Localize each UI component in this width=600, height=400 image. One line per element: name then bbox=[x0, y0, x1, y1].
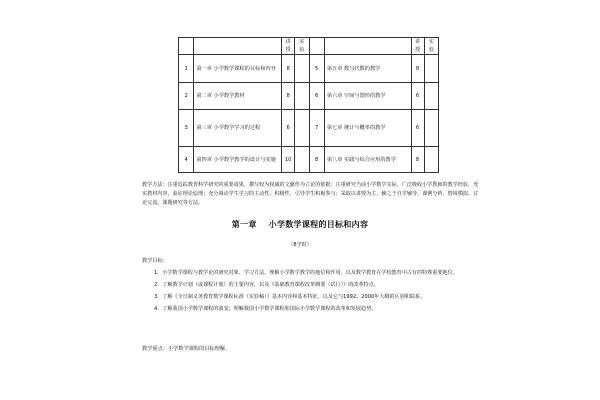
chapter-title-cell: 第三章 小学数学学习的过程 bbox=[194, 110, 282, 147]
chapter-no: 3 bbox=[179, 110, 194, 147]
practice-hours bbox=[424, 147, 438, 173]
header-practice: 实验 bbox=[424, 38, 438, 55]
lecture-hours: 10 bbox=[282, 147, 295, 173]
header-lecture: 讲授 bbox=[411, 38, 424, 55]
chapter-no: 8 bbox=[309, 147, 324, 173]
header-blank bbox=[309, 38, 324, 55]
teaching-goals-list bbox=[142, 269, 482, 317]
goal-item: 3．了解《全日制义务教育数学课程标准（实验稿）》基本内容和基本特征，以及它与1992、2000年大纲的区别和联系。 bbox=[154, 294, 426, 300]
goal-item: 1．小学数学课程与教学论的研究对象、学习方法。理解小学数学教学的地位和作用，以及数学教育在学校教育中占有的特殊重要地位。 bbox=[154, 270, 458, 276]
header-blank bbox=[324, 38, 411, 55]
practice-hours bbox=[424, 55, 438, 83]
lecture-hours: 8 bbox=[411, 55, 424, 83]
lecture-hours: 6 bbox=[411, 110, 424, 147]
lecture-hours: 6 bbox=[282, 110, 295, 147]
teaching-focus bbox=[142, 345, 230, 352]
practice-hours bbox=[295, 147, 309, 173]
lecture-hours: 8 bbox=[411, 147, 424, 173]
chapter-number: 第一章 bbox=[231, 219, 257, 229]
chapter-heading bbox=[0, 219, 600, 230]
teaching-method-text: 注重追踪教育科学研究的重要成果，撰写较为权威的文献作为立论的依据；注重研究当前小学数学实际，广泛吸收小学教师的教学经验，充实教材内容，验证理论原理；充分调动学生学习的主动性、积极性，引导学生积极参与；采取以讲授为主，辅之于自学辅导、课例分析、情境模拟、讨论交流、课题研究等方法。 bbox=[142, 182, 479, 206]
practice-hours bbox=[295, 110, 309, 147]
goal-item: 4．了解我国小学数学课程的演变；理解我国小学数学课程和国际小学数学课程的改革和发展趋势。 bbox=[154, 306, 377, 312]
chapter-title: 小学数学课程的目标和内容 bbox=[268, 219, 369, 229]
teaching-method-paragraph bbox=[142, 181, 482, 208]
chapter-title-cell: 第七章 统计与概率的教学 bbox=[324, 110, 411, 147]
table-row bbox=[179, 147, 439, 173]
course-hours-table bbox=[178, 37, 439, 173]
header-blank bbox=[179, 38, 194, 55]
chapter-title-cell: 第二章 小学数学教材 bbox=[194, 83, 282, 110]
goal-item: 2．了解教学计划（或课程计划）的主要内容，以及《基础教育课程改革纲要（试行）》的改革特点。 bbox=[154, 282, 379, 288]
lecture-hours: 8 bbox=[282, 55, 295, 83]
chapter-title-cell: 第一章 小学数学课程的目标和内容 bbox=[194, 55, 282, 83]
chapter-no: 4 bbox=[179, 147, 194, 173]
practice-hours bbox=[424, 83, 438, 110]
teaching-focus-text: 小学数学课程的目标理解。 bbox=[167, 346, 231, 352]
chapter-no: 7 bbox=[309, 110, 324, 147]
teaching-goals-heading: 教学目标： bbox=[142, 258, 168, 264]
chapter-hours: （8学时） bbox=[288, 242, 312, 248]
table-row bbox=[179, 55, 439, 83]
chapter-no: 2 bbox=[179, 83, 194, 110]
lecture-hours: 8 bbox=[282, 83, 295, 110]
lecture-hours: 6 bbox=[411, 83, 424, 110]
practice-hours bbox=[295, 55, 309, 83]
chapter-title-cell: 第八章 实践与综合应用的教学 bbox=[324, 147, 411, 173]
teaching-method-label: 教学方法： bbox=[142, 182, 168, 188]
chapter-title-cell: 第四章 小学数学教学的设计与实施 bbox=[194, 147, 282, 173]
chapter-title-cell: 第五章 数与代数的教学 bbox=[324, 55, 411, 83]
header-lecture: 讲授 bbox=[282, 38, 295, 55]
practice-hours bbox=[424, 110, 438, 147]
chapter-title-cell: 第六章 空间与图形的教学 bbox=[324, 83, 411, 110]
header-blank bbox=[194, 38, 282, 55]
header-practice: 实验 bbox=[295, 38, 309, 55]
table-row bbox=[179, 110, 439, 147]
chapter-no: 5 bbox=[309, 55, 324, 83]
chapter-no: 6 bbox=[309, 83, 324, 110]
chapter-no: 1 bbox=[179, 55, 194, 83]
table-header-row bbox=[179, 38, 439, 55]
practice-hours bbox=[295, 83, 309, 110]
table-row bbox=[179, 83, 439, 110]
teaching-focus-label: 教学重点： bbox=[142, 346, 168, 352]
